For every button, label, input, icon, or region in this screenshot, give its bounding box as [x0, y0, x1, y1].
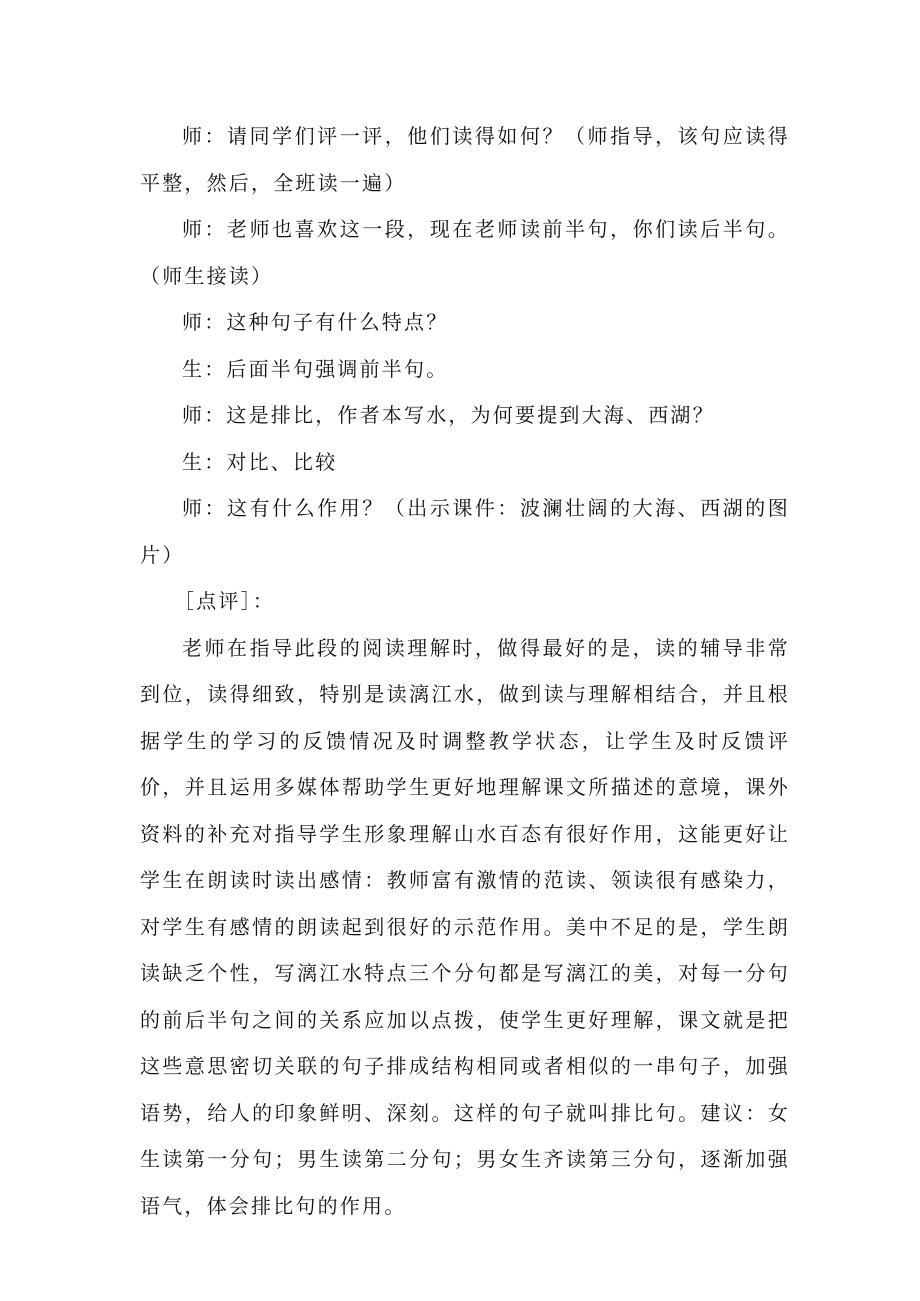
dialogue-line-student-answer-emphasis: 生：后面半句强调前半句。 — [182, 356, 449, 381]
dialogue-line-student-answer-compare: 生：对比、比较 — [182, 449, 338, 474]
dialogue-line-teacher-parallelism: 师：这是排比，作者本写水，为何要提到大海、西湖？ — [182, 403, 715, 427]
comment-body: 老师在指导此段的阅读理解时，做得最好的是，读的辅导非常到位，读得细致，特别是读漓江水，做到读与理解相结合，并且根据学生的学习的反馈情况及时调整教学状态，让学生及时反馈评价，并且运用多媒体帮助学生更好地理解课文所描述的意境，课外资料的补充对指导学生形象理解山水百态有很好作用，这能更好让学生在朗读时读出感情：教师富有激情的范读、领读很有感染力，对学生有感情的朗读起到很好的示范作用。美中不足的是，学生朗读缺乏个性，写漓江水特点三个分句都是写漓江的美，对每一分句的前后半句之间的关系应加以点拨，使学生更好理解，课文就是把这些意思密切关联的句子排成结构相同或者相似的一串句子，加强语势，给人的印象鲜明、深刻。这样的句子就叫排比句。建议：女生读第一分句；男生读第二分句；男女生齐读第三分句，逐渐加强语气，体会排比句的作用。 — [140, 635, 790, 1218]
dialogue-line-teacher-evaluate: 师：请同学们评一评，他们读得如何？（师指导，该句应读得平整，然后，全班读一遍） — [140, 124, 790, 195]
dialogue-line-teacher-ask-feature: 师：这种句子有什么特点？ — [182, 310, 449, 334]
dialogue-line-teacher-ask-effect: 师：这有什么作用？（出示课件：波澜壮阔的大海、西湖的图片） — [140, 496, 790, 567]
document-page — [140, 113, 790, 1229]
comment-label: ［点评］： — [174, 589, 275, 613]
dialogue-line-teacher-read-half: 师：老师也喜欢这一段，现在老师读前半句，你们读后半句。（师生接读） — [140, 217, 790, 288]
